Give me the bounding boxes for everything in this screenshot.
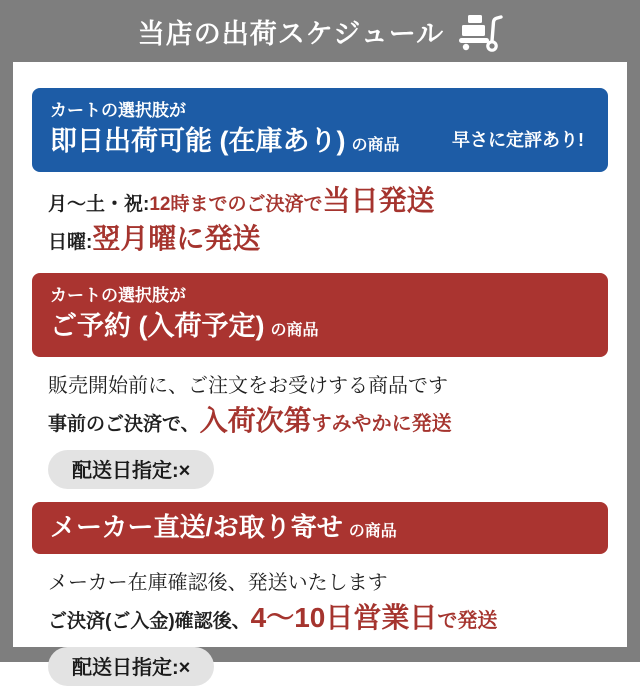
banner-preorder: [32, 273, 608, 357]
direct-line-shipping: [48, 601, 608, 639]
banner-instock: [32, 88, 608, 172]
banner-direct-main: メーカー直送/お取り寄せ: [50, 512, 343, 542]
preorder-shipping-label: 事前のご決済で、: [48, 414, 200, 435]
hand-truck-icon: [458, 10, 502, 52]
direct-details: [48, 566, 608, 639]
direct-shipping-strong: 4〜10日営業日: [250, 602, 438, 633]
banner-instock-suffix: の商品: [351, 137, 400, 154]
banner-instock-top: カートの選択肢が: [50, 101, 186, 120]
preorder-details: [48, 369, 608, 442]
instock-weekday-result: 当日発送: [322, 185, 435, 216]
direct-line-info: [48, 566, 608, 601]
instock-line-weekday: [48, 184, 608, 222]
direct-shipping-label: ご決済(ご入金)確認後、: [48, 611, 251, 632]
preorder-delivery-date-badge: 配送日指定:×: [48, 450, 214, 489]
direct-info-text: メーカー在庫確認後、発送いたします: [48, 572, 388, 594]
banner-direct-suffix: の商品: [348, 523, 397, 540]
preorder-shipping-strong: 入荷次第: [199, 405, 312, 436]
page-title: 当店の出荷スケジュール: [137, 18, 445, 49]
header: [0, 0, 640, 62]
direct-shipping-tail: で発送: [437, 610, 498, 632]
content-area: [13, 62, 627, 679]
banner-preorder-suffix: の商品: [270, 322, 319, 339]
banner-instock-main: 即日出荷可能 (在庫あり): [50, 126, 346, 156]
instock-sunday-label: 日曜:: [48, 232, 93, 253]
preorder-line-info: [48, 369, 608, 404]
banner-preorder-top: カートの選択肢が: [50, 286, 186, 305]
instock-weekday-condition: 12時までのご決済で: [149, 194, 323, 215]
preorder-info-text: 販売開始前に、ご注文をお受けする商品です: [48, 375, 448, 397]
direct-delivery-date-badge: 配送日指定:×: [48, 647, 214, 686]
banner-preorder-main: ご予約 (入荷予定): [50, 311, 265, 341]
preorder-line-shipping: [48, 404, 608, 442]
instock-weekday-label: 月〜土・祝:: [48, 194, 150, 215]
preorder-shipping-tail: すみやかに発送: [311, 413, 452, 435]
instock-sunday-result: 翌月曜に発送: [92, 223, 261, 254]
instock-line-sunday: [48, 222, 608, 260]
banner-direct: [32, 502, 608, 554]
instock-details: [48, 184, 608, 260]
banner-instock-note: 早さに定評あり!: [452, 130, 584, 150]
